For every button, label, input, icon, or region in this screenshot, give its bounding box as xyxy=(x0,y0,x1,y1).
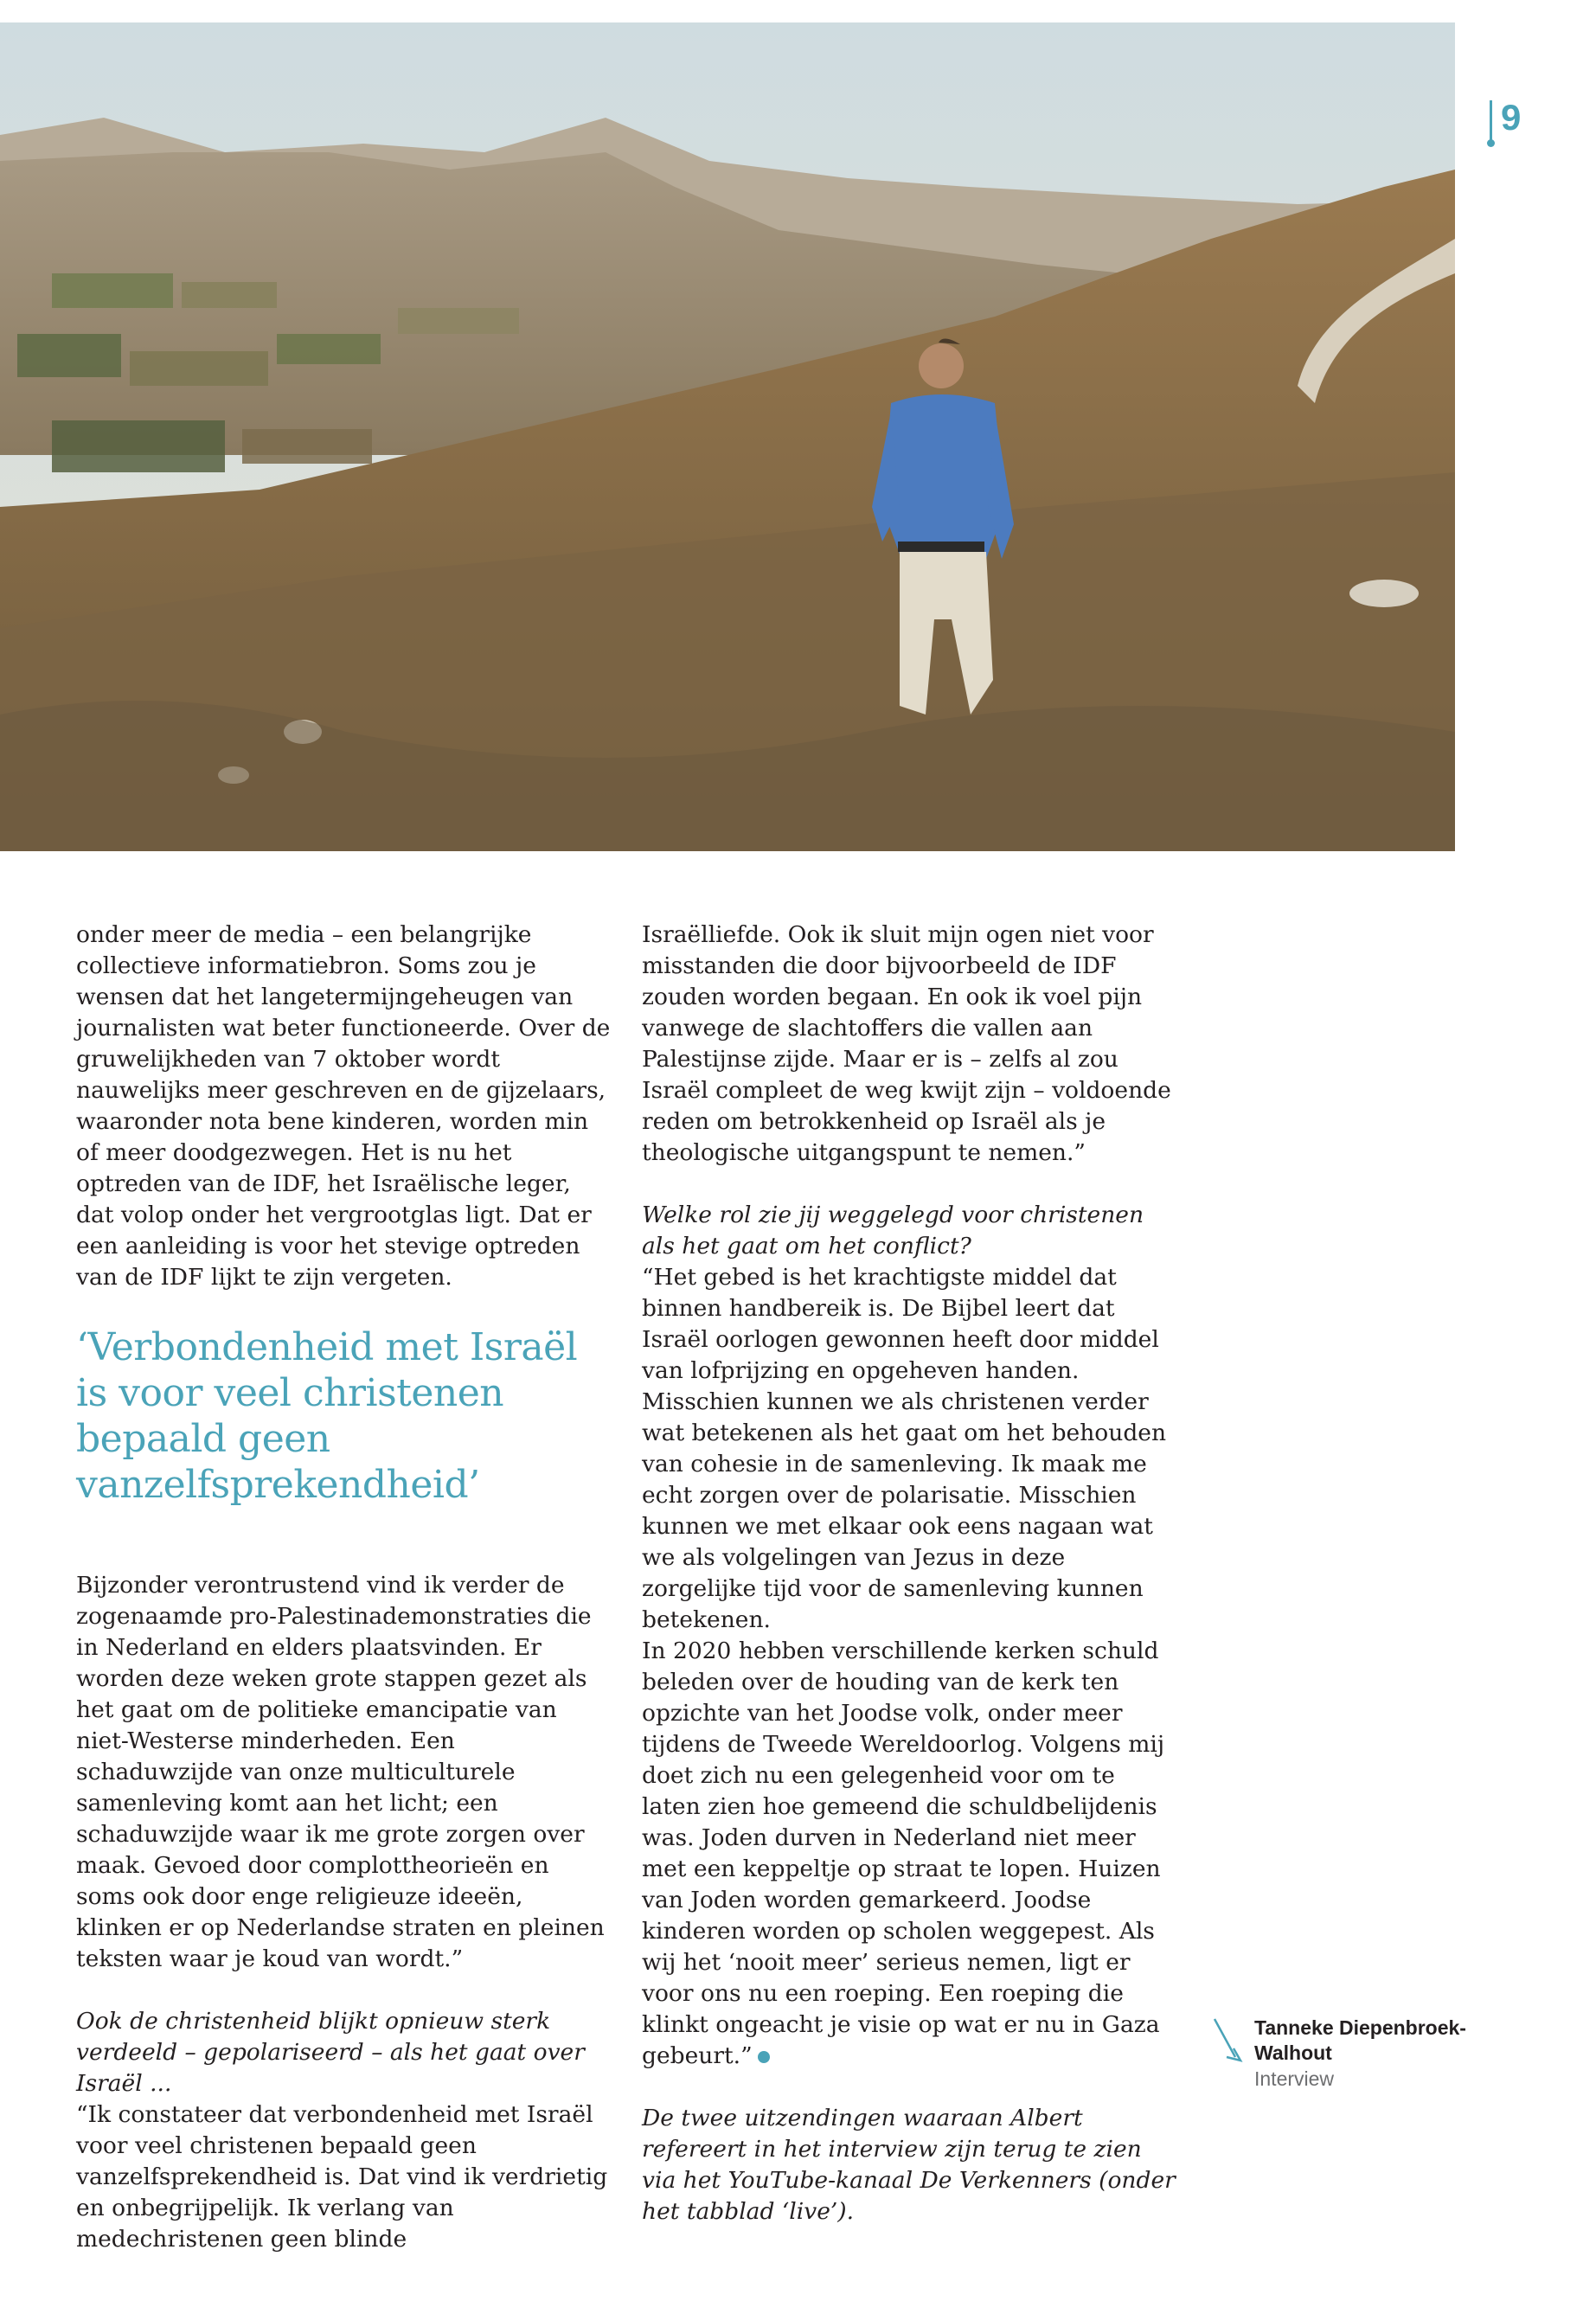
body-paragraph: Bijzonder verontrustend vind ik verder de zogenaamde pro-Palestinademonstraties die in Nederland en elders plaatsvinden. Er worden deze weken grote stappen gezet als het gaat om de politieke emancipatie van niet-Westerse minderheden. Een schaduwzijde van onze multiculturele samenleving komt aan het licht; een schaduwzijde waar ik me grote zorgen over maak. Gevoed door complottheorieën en soms ook door enge religieuze ideeën, klinken er op Nederlandse straten en pleinen teksten waar je koud van wordt.” xyxy=(76,1572,605,1972)
body-paragraph-final xyxy=(642,1636,1178,2072)
interview-question: Welke rol zie jij weggelegd voor christenen als het gaat om het conflict? xyxy=(642,1202,1144,1259)
pull-quote: ‘Verbondenheid met Israël is voor veel christenen bepaald geen vanzelfsprekendheid’ xyxy=(76,1325,578,1507)
page-marker-icon xyxy=(1490,100,1492,144)
page-number xyxy=(1490,97,1521,144)
final-paragraph-text: In 2020 hebben verschillende kerken schuld beleden over de houding van de kerk ten opzichte van het Joodse volk, onder meer tijdens de Tweede Wereldoorlog. Volgens mij doet zich nu een gelegenheid voor om te laten zien hoe gemeend die schuldbelijdenis was. Joden durven in Nederland niet meer met een keppeltje op straat te lopen. Huizen van Joden worden gemarkeerd. Joodse kinderen worden op scholen weggepest. Als wij het ‘nooit meer’ serieus nemen, ligt er voor ons nu een roeping. Een roeping die klinkt ongeacht je visie op wat er nu in Gaza gebeurt.” xyxy=(642,1638,1165,2069)
author-name: Tanneke Diepenbroek-Walhout xyxy=(1254,2016,1466,2064)
left-column xyxy=(76,920,612,2255)
end-mark-icon xyxy=(758,2051,770,2063)
interview-question: Ook de christenheid blijkt opnieuw sterk verdeeld – gepolariseerd – als het gaat over Israël ... xyxy=(76,2008,585,2097)
author-credit xyxy=(1211,2016,1497,2093)
body-paragraph: “Ik constateer dat verbondenheid met Israël voor veel christenen bepaald geen vanzelfsprekendheid is. Dat vind ik verdrietig en onbegrijpelijk. Ik verlang van medechristenen geen blinde xyxy=(76,2101,608,2253)
page-number-text: 9 xyxy=(1501,97,1522,138)
hero-photo xyxy=(0,22,1455,851)
body-paragraph: Misschien kunnen we als christenen verder wat betekenen als het gaat om het behouden van cohesie in de samenleving. Ik maak me echt zorgen over de polarisatie. Misschien kunnen we met elkaar ook eens nagaan wat we als volgelingen van Jezus in deze zorgelijke tijd voor de samenleving kunnen betekenen. xyxy=(642,1388,1167,1633)
author-role: Interview xyxy=(1254,2067,1335,2090)
right-column xyxy=(642,920,1178,2227)
landscape-photo-icon xyxy=(0,22,1455,851)
arrow-icon xyxy=(1211,2016,1246,2067)
closing-note: De twee uitzendingen waaraan Albert refereert in het interview zijn terug te zien via het YouTube-kanaal De Verkenners (onder het tabblad ‘live’). xyxy=(642,2105,1176,2225)
body-paragraph: Israëlliefde. Ook ik sluit mijn ogen niet voor misstanden die door bijvoorbeeld de IDF zouden worden begaan. En ook ik voel pijn vanwege de slachtoffers die vallen aan Palestijnse zijde. Maar er is – zelfs al zou Israël compleet de weg kwijt zijn – voldoende reden om betrokkenheid op Israël als je theologische uitgangspunt te nemen.” xyxy=(642,921,1171,1166)
body-paragraph: onder meer de media – een belangrijke collectieve informatiebron. Soms zou je wensen dat het langetermijngeheugen van journalisten wat beter functioneerde. Over de gruwelijkheden van 7 oktober wordt nauwelijks meer geschreven en de gijzelaars, waaronder nota bene kinderen, worden min of meer doodgezwegen. Het is nu het optreden van de IDF, het Israëlische leger, dat volop onder het vergrootglas ligt. Dat er een aanleiding is voor het stevige optreden van de IDF lijkt te zijn vergeten. xyxy=(76,921,611,1291)
body-paragraph: “Het gebed is het krachtigste middel dat binnen handbereik is. De Bijbel leert dat Israël oorlogen gewonnen heeft door middel van lofprijzing en opgeheven handen. xyxy=(642,1264,1159,1384)
